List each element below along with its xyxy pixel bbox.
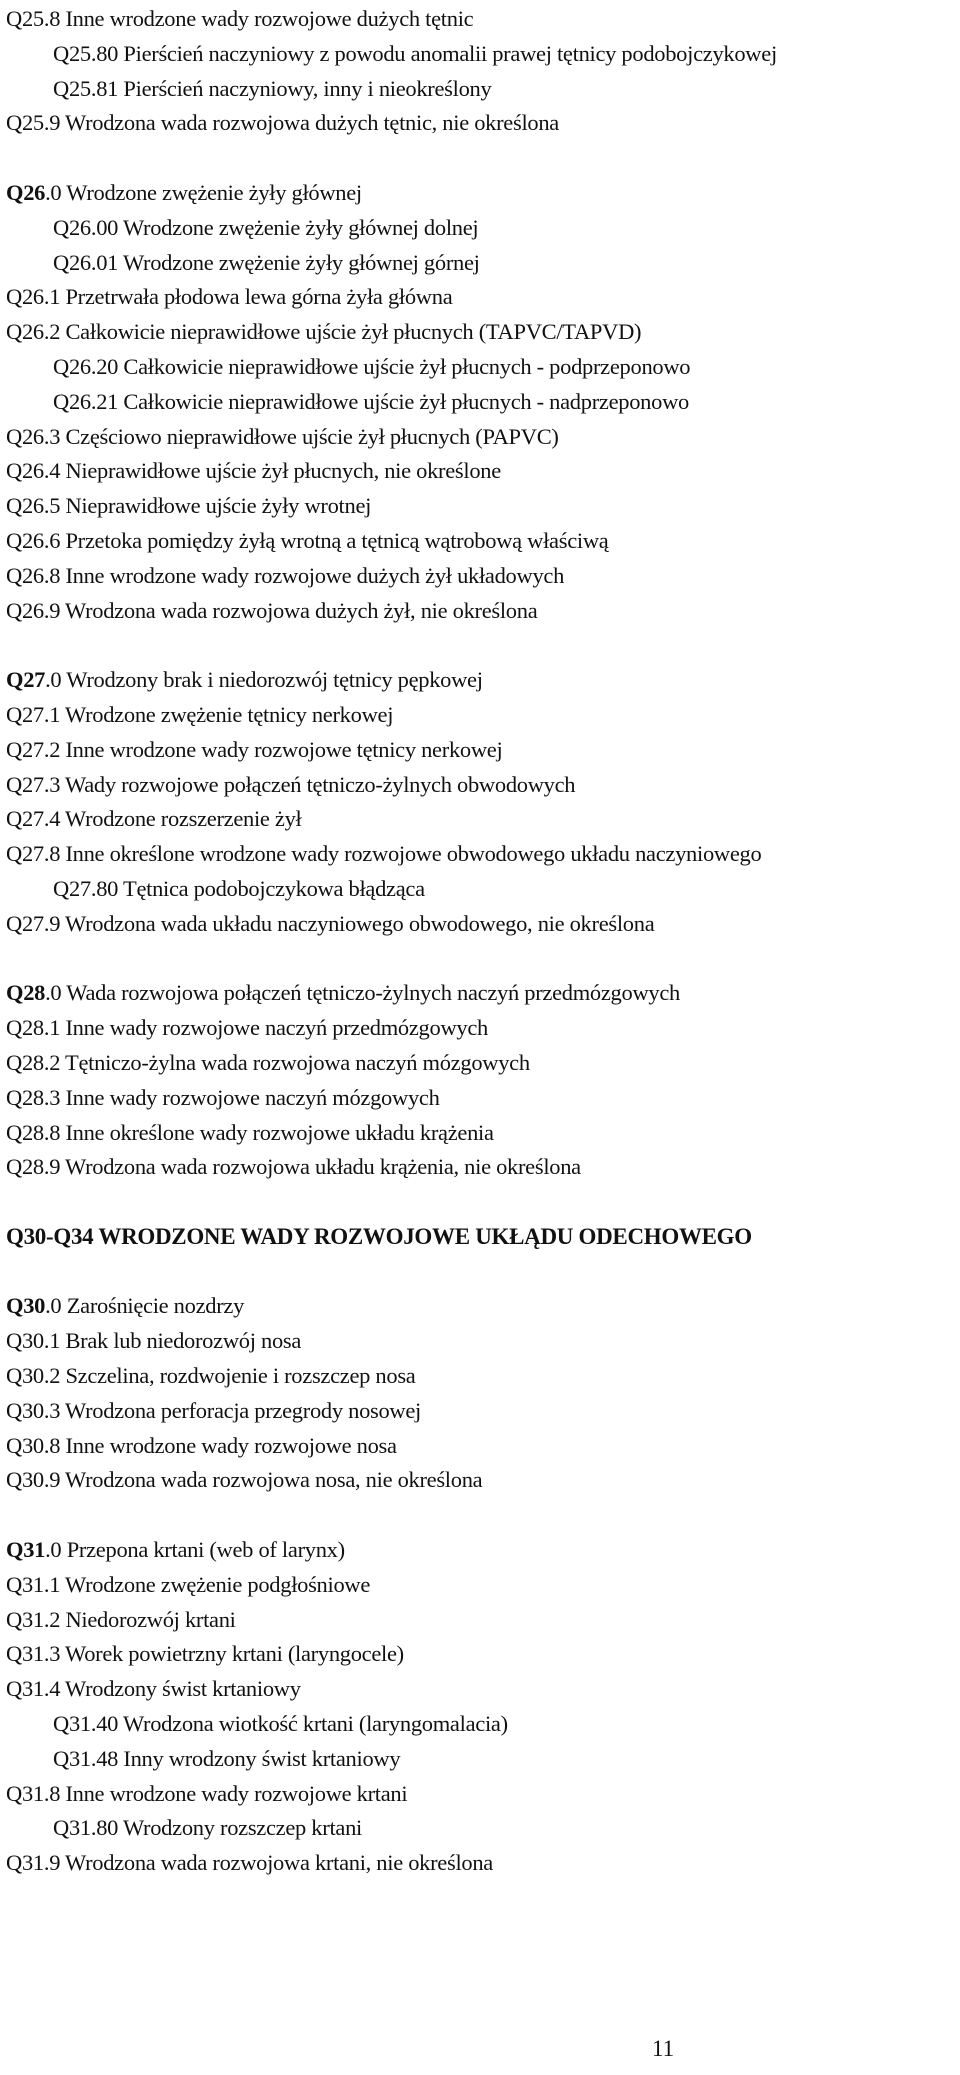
icd-description: .0 Wrodzone zwężenie żyły głównej [45,179,362,205]
icd-category-code: Q27 [6,667,46,693]
icd-description: 48 Inny wrodzony świst krtaniowy [96,1745,401,1771]
icd-code: Q31. [6,1850,50,1876]
icd-code: Q25. [6,6,50,31]
icd-entry [6,1533,956,1568]
icd-description: 1 Wrodzone zwężenie podgłośniowe [49,1571,371,1597]
icd-code: Q31. [53,1711,97,1737]
icd-code: Q31. [6,1641,50,1667]
icd-description: .0 Wada rozwojowa połączeń tętniczo-żylnych naczyń przedmózgowych [45,980,680,1006]
icd-code: Q27. [53,875,97,901]
icd-entry [6,1603,956,1638]
icd-description: 1 Przetrwała płodowa lewa górna żyła główna [49,284,453,310]
icd-entry [6,1394,956,1429]
icd-description: 9 Wrodzona wada rozwojowa nosa, nie określona [49,1467,483,1493]
icd-description: .0 Wrodzony brak i niedorozwój tętnicy pępkowej [45,667,483,693]
icd-subentry [6,1707,956,1742]
icd-description: 1 Wrodzone zwężenie tętnicy nerkowej [49,701,394,727]
icd-description: 9 Wrodzona wada rozwojowa dużych tętnic, nie określona [49,110,559,136]
icd-code: Q28. [6,1049,50,1075]
icd-entry [6,1324,956,1359]
icd-description: 8 Inne wrodzone wady rozwojowe nosa [49,1432,397,1458]
icd-category-code: Q30 [6,1293,46,1319]
icd-code: Q27. [6,910,50,936]
icd-code: Q31. [53,1745,97,1771]
blank-line [6,942,956,977]
icd-code: Q31. [6,1606,50,1632]
icd-description: 1 Brak lub niedorozwój nosa [49,1328,302,1354]
icd-description: 8 Inne określone wrodzone wady rozwojowe obwodowego układu naczyniowego [49,841,762,867]
icd-entry [6,559,956,594]
icd-code: Q31. [6,1780,50,1806]
icd-entry [6,802,956,837]
icd-entry [6,280,956,315]
blank-line [6,141,956,176]
icd-entry [6,594,956,629]
icd-description: 3 Wrodzona perforacja przegrody nosowej [49,1397,422,1423]
icd-entry [6,176,956,211]
icd-code: Q26. [53,214,97,240]
icd-description: 2 Całkowicie nieprawidłowe ujście żył płucnych (TAPVC/TAPVD) [49,319,642,345]
icd-entry [6,907,956,942]
icd-description: 3 Worek powietrzny krtani (laryngocele) [49,1641,404,1667]
icd-description: 9 Wrodzona wada układu naczyniowego obwodowego, nie określona [49,910,655,936]
icd-description: .0 Zarośnięcie nozdrzy [45,1293,245,1319]
icd-entry [6,1568,956,1603]
icd-description: 4 Nieprawidłowe ujście żył płucnych, nie określone [49,458,501,484]
icd-description: 80 Pierścień naczyniowy z powodu anomalii prawej tętnicy podobojczykowej [96,40,777,66]
icd-code: Q27. [6,841,50,867]
icd-description: 3 Częściowo nieprawidłowe ujście żył płucnych (PAPVC) [49,423,559,449]
icd-description: 4 Wrodzony świst krtaniowy [49,1676,301,1702]
icd-description: 8 Inne wrodzone wady rozwojowe dużych żył układowych [49,562,565,588]
blank-line [6,1185,956,1220]
icd-code: Q26. [53,249,97,275]
icd-description: 80 Wrodzony rozszczep krtani [96,1815,362,1841]
icd-code: Q30. [6,1467,50,1493]
icd-description: 20 Całkowicie nieprawidłowe ujście żył płucnych - podprzeponowo [96,353,691,379]
icd-description: 81 Pierścień naczyniowy, inny i nieokreślony [96,75,492,101]
icd-entry [6,1846,956,1881]
icd-code: Q27. [6,771,50,797]
icd-entry [6,489,956,524]
icd-description: 21 Całkowicie nieprawidłowe ujście żył płucnych - nadprzeponowo [96,388,689,414]
section-heading: Q30-Q34 WRODZONE WADY ROZWOJOWE UKŁĄDU ODECHOWEGO [6,1223,752,1249]
icd-description: 5 Nieprawidłowe ujście żyły wrotnej [49,493,372,519]
icd-code: Q26. [6,458,50,484]
icd-code: Q30. [6,1363,50,1389]
icd-subentry [6,37,956,72]
icd-entry [6,1672,956,1707]
page-number: 11 [652,2036,675,2061]
icd-description: 2 Niedorozwój krtani [49,1606,236,1632]
icd-description: 01 Wrodzone zwężenie żyły głównej górnej [96,249,480,275]
icd-description: 80 Tętnica podobojczykowa błądząca [96,875,425,901]
icd-code: Q28. [6,1015,50,1041]
icd-description: 1 Inne wady rozwojowe naczyń przedmózgowych [49,1015,488,1041]
icd-description: 3 Wady rozwojowe połączeń tętniczo-żylnych obwodowych [49,771,576,797]
icd-category-code: Q31 [6,1537,46,1563]
icd-code: Q26. [6,319,50,345]
icd-entry [6,663,956,698]
icd-subentry [6,211,956,246]
icd-code: Q28. [6,1154,50,1180]
icd-code: Q28. [6,1084,50,1110]
icd-entry [6,1637,956,1672]
icd-entry [6,976,956,1011]
icd-code: Q30. [6,1432,50,1458]
icd-entry [6,315,956,350]
icd-description: 2 Inne wrodzone wady rozwojowe tętnicy nerkowej [49,736,503,762]
icd-entry [6,698,956,733]
icd-entry [6,1011,956,1046]
icd-entry [6,768,956,803]
icd-entry [6,1359,956,1394]
icd-entry [6,420,956,455]
icd-code: Q26. [6,562,50,588]
icd-entry [6,1429,956,1464]
icd-code: Q31. [6,1676,50,1702]
blank-line [6,1255,956,1290]
blank-line [6,1498,956,1533]
icd-entry [6,2,956,37]
icd-entry [6,837,956,872]
icd-subentry [6,350,956,385]
icd-description: 6 Przetoka pomiędzy żyłą wrotną a tętnicą wątrobową właściwą [49,527,609,553]
icd-description: 8 Inne wrodzone wady rozwojowe krtani [49,1780,408,1806]
icd-code: Q26. [6,597,50,623]
icd-code: Q31. [6,1571,50,1597]
icd-description: 2 Szczelina, rozdwojenie i rozszczep nosa [49,1363,416,1389]
icd-entry [6,1289,956,1324]
icd-code: Q25. [6,110,50,136]
icd-description: 00 Wrodzone zwężenie żyły głównej dolnej [96,214,479,240]
document-body [6,2,956,1881]
icd-entry [6,1046,956,1081]
icd-subentry [6,72,956,107]
icd-code: Q27. [6,806,50,832]
icd-description: 9 Wrodzona wada rozwojowa dużych żył, nie określona [49,597,538,623]
icd-code: Q28. [6,1119,50,1145]
icd-code: Q26. [53,388,97,414]
icd-description: 3 Inne wady rozwojowe naczyń mózgowych [49,1084,440,1110]
icd-entry [6,454,956,489]
icd-description: 2 Tętniczo-żylna wada rozwojowa naczyń mózgowych [49,1049,530,1075]
icd-code: Q26. [6,284,50,310]
icd-description: 9 Wrodzona wada rozwojowa układu krążenia, nie określona [49,1154,581,1180]
icd-description: .0 Przepona krtani (web of larynx) [45,1537,345,1563]
icd-entry [6,1150,956,1185]
icd-subentry [6,246,956,281]
icd-code: Q26. [6,527,50,553]
icd-code: Q26. [6,423,50,449]
icd-description: 8 Inne wrodzone wady rozwojowe dużych tętnic [49,6,474,31]
icd-description: 8 Inne określone wady rozwojowe układu krążenia [49,1119,494,1145]
icd-category-code: Q26 [6,179,46,205]
icd-description: 4 Wrodzone rozszerzenie żył [49,806,302,832]
icd-code: Q26. [6,493,50,519]
icd-entry [6,1081,956,1116]
icd-code: Q27. [6,736,50,762]
icd-code: Q30. [6,1328,50,1354]
icd-description: 9 Wrodzona wada rozwojowa krtani, nie określona [49,1850,493,1876]
icd-code: Q26. [53,353,97,379]
icd-description: 40 Wrodzona wiotkość krtani (laryngomalacia) [96,1711,508,1737]
icd-entry [6,1116,956,1151]
icd-code: Q25. [53,75,97,101]
icd-entry [6,733,956,768]
icd-code: Q25. [53,40,97,66]
icd-entry [6,1777,956,1812]
icd-entry [6,1463,956,1498]
icd-subentry [6,872,956,907]
icd-category-code: Q28 [6,980,46,1006]
blank-line [6,628,956,663]
icd-entry [6,106,956,141]
icd-code: Q31. [53,1815,97,1841]
icd-subentry [6,385,956,420]
icd-code: Q27. [6,701,50,727]
icd-entry [6,524,956,559]
icd-code: Q30. [6,1397,50,1423]
icd-subentry [6,1742,956,1777]
icd-subentry [6,1811,956,1846]
